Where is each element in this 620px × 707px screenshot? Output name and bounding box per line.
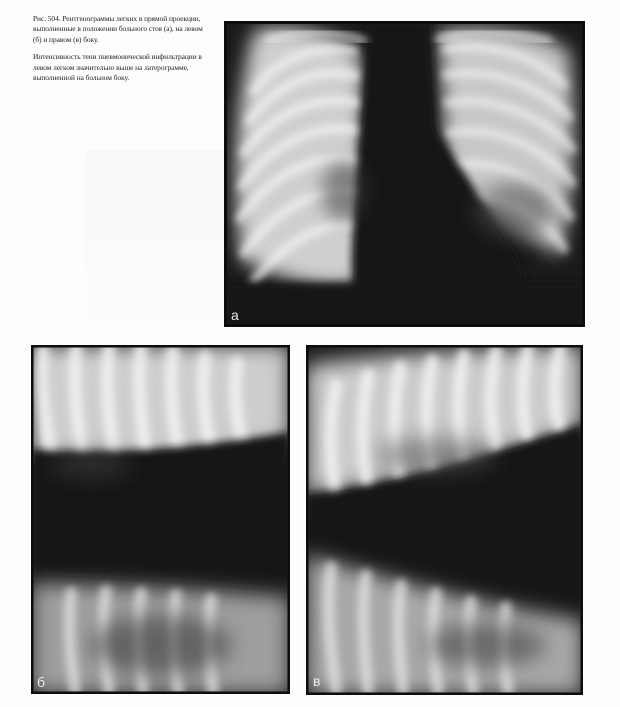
xray-panel-a: [224, 21, 585, 327]
xray-image-b: [31, 345, 290, 694]
panel-label-b: б: [37, 674, 46, 690]
panel-label-c: в: [313, 673, 321, 689]
bleed-through-shadow: [85, 150, 225, 340]
xray-panel-c: [306, 345, 583, 695]
xray-image-a: [224, 21, 585, 327]
caption-title: Рис. 504. Рентгенограммы легких в прямой проекции, выполненные в положении больного стоя (а), на левом (б) и правом (в) боку.: [33, 14, 203, 44]
caption-description: Интенсивность тени пневмонической инфильтрации в левом легком значительно выше на латерограмме, выполненной на больном боку.: [33, 52, 202, 83]
panel-label-a: а: [231, 307, 239, 323]
xray-panel-b: [31, 345, 290, 694]
figure-caption: [33, 14, 205, 83]
xray-image-c: [306, 345, 583, 695]
